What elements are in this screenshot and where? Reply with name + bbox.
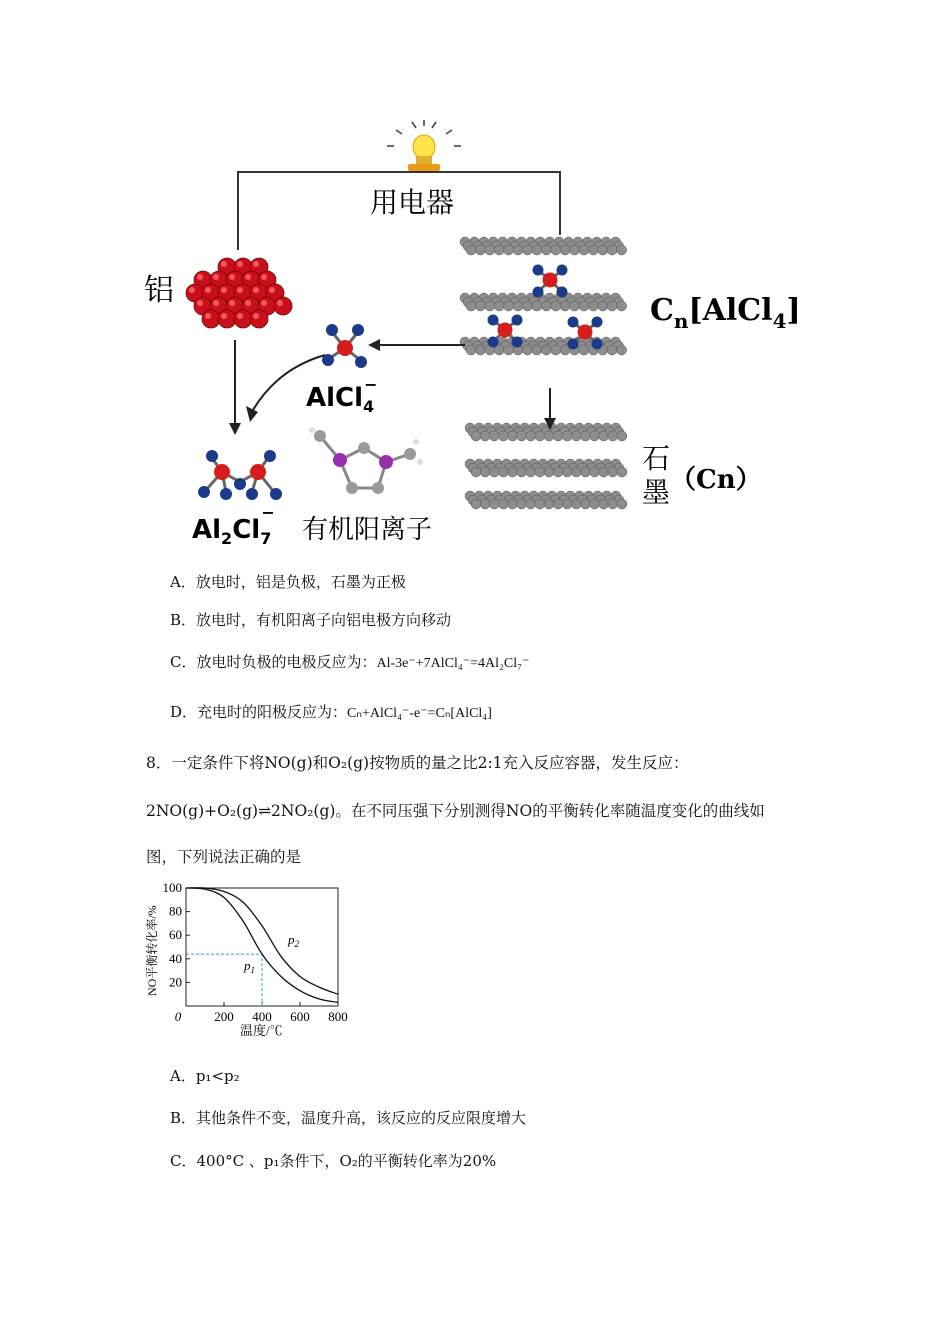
y-tick-label: 100 bbox=[162, 880, 182, 895]
carbon-atom bbox=[494, 301, 504, 311]
battery-diagram-svg bbox=[140, 120, 820, 550]
carbon-atom bbox=[544, 499, 554, 509]
carbon-atom bbox=[466, 245, 476, 255]
carbon-atom bbox=[535, 499, 545, 509]
carbon-atom bbox=[579, 301, 589, 311]
q7-option-d-formula: Cₙ+AlCl₄⁻-e⁻=Cₙ[AlCl₄] bbox=[347, 706, 492, 721]
carbon-atom bbox=[617, 301, 627, 311]
cl-atom bbox=[533, 265, 544, 276]
aluminum-label: 铝 bbox=[144, 273, 174, 308]
carbon-atom bbox=[541, 245, 551, 255]
chart-series bbox=[186, 888, 338, 1006]
al-atom bbox=[250, 310, 268, 328]
carbon-atom bbox=[535, 467, 545, 477]
carbon-atom bbox=[475, 345, 485, 355]
al2cl7-molecule bbox=[198, 450, 282, 500]
carbon-atom bbox=[617, 345, 627, 355]
carbon-atom bbox=[570, 301, 580, 311]
carbon-atom bbox=[588, 245, 598, 255]
x-tick-label: 200 bbox=[214, 1009, 234, 1024]
cl-atom bbox=[512, 315, 523, 326]
organic-cation-label: 有机阳离子 bbox=[302, 515, 433, 545]
y-tick-label: 40 bbox=[169, 950, 182, 966]
cnalcl4-label: $C_n[AlCl_4]$ bbox=[650, 293, 801, 333]
q7-option-c-prefix: C．放电时负极的电极反应为： bbox=[170, 653, 377, 671]
battery-diagram bbox=[140, 120, 820, 550]
carbon-atom bbox=[507, 499, 517, 509]
chart-svg bbox=[140, 878, 360, 1043]
carbon-atom bbox=[532, 245, 542, 255]
carbon-atom bbox=[560, 245, 570, 255]
carbon-atom bbox=[579, 345, 589, 355]
carbon-atom bbox=[480, 431, 490, 441]
aluminum-electrode bbox=[186, 258, 292, 328]
carbon-atom bbox=[504, 345, 514, 355]
carbon-atom bbox=[617, 245, 627, 255]
carbon-atom bbox=[562, 431, 572, 441]
carbon-atom bbox=[608, 467, 618, 477]
carbon-atom bbox=[551, 245, 561, 255]
carbon-atom bbox=[485, 245, 495, 255]
graphite-cn-label: （Cn） bbox=[670, 465, 762, 495]
x-tick-label: 400 bbox=[252, 1009, 272, 1024]
carbon-atom bbox=[475, 301, 485, 311]
carbon-atom bbox=[498, 499, 508, 509]
graphite-label-2: 墨 bbox=[642, 476, 671, 509]
chart-ticks bbox=[163, 880, 348, 1024]
al-atom bbox=[578, 325, 593, 340]
carbon-atom bbox=[504, 301, 514, 311]
al-atom bbox=[498, 323, 513, 338]
cl-atom bbox=[488, 337, 499, 348]
carbon-atom bbox=[522, 245, 532, 255]
carbon-atom bbox=[489, 431, 499, 441]
carbon-atom bbox=[471, 467, 481, 477]
device-label: 用电器 bbox=[370, 186, 455, 219]
carbon-atom bbox=[607, 301, 617, 311]
carbon-atom bbox=[599, 431, 609, 441]
carbon-atom bbox=[580, 431, 590, 441]
carbon-atom bbox=[489, 467, 499, 477]
carbon-atom bbox=[517, 499, 527, 509]
carbon-atom bbox=[590, 499, 600, 509]
carbon-atom bbox=[580, 499, 590, 509]
cl-atom bbox=[533, 287, 544, 298]
carbon-atom bbox=[579, 245, 589, 255]
carbon-atom bbox=[522, 345, 532, 355]
graphite-label-1: 石 bbox=[642, 442, 671, 475]
carbon-atom bbox=[494, 245, 504, 255]
carbon-atom bbox=[507, 431, 517, 441]
cl-atom bbox=[557, 265, 568, 276]
carbon-atom bbox=[598, 301, 608, 311]
carbon-atom bbox=[485, 301, 495, 311]
al2cl7-label: $Al_2Cl_7-$ bbox=[192, 503, 275, 548]
carbon-atom bbox=[517, 431, 527, 441]
q7-option-d bbox=[170, 702, 492, 724]
carbon-atom bbox=[571, 467, 581, 477]
x-tick-label: 0 bbox=[174, 1009, 182, 1024]
carbon-atom bbox=[507, 467, 517, 477]
series-label-p2: $p_2$ bbox=[288, 932, 299, 949]
carbon-atom bbox=[580, 467, 590, 477]
carbon-atom bbox=[588, 301, 598, 311]
carbon-atom bbox=[504, 245, 514, 255]
carbon-atom bbox=[599, 467, 609, 477]
carbon-atom bbox=[598, 245, 608, 255]
chart-xlabel: 温度/℃ bbox=[240, 1023, 283, 1038]
q7-option-a: A．放电时，铝是负极，石墨为正极 bbox=[170, 573, 406, 591]
cl-atom bbox=[488, 315, 499, 326]
al-atom bbox=[274, 297, 292, 315]
carbon-atom bbox=[541, 345, 551, 355]
al-atom bbox=[218, 310, 236, 328]
carbon-atom bbox=[590, 467, 600, 477]
carbon-atom bbox=[544, 431, 554, 441]
x-tick-label: 600 bbox=[290, 1009, 310, 1024]
y-tick-label: 80 bbox=[169, 903, 182, 919]
carbon-atom bbox=[571, 431, 581, 441]
carbon-atom bbox=[489, 499, 499, 509]
carbon-atom bbox=[517, 467, 527, 477]
no-conversion-chart bbox=[140, 878, 360, 1043]
carbon-atom bbox=[471, 431, 481, 441]
y-tick-label: 60 bbox=[169, 927, 182, 943]
q7-option-d-prefix: D．充电时的阳极反应为： bbox=[170, 703, 348, 721]
carbon-atom bbox=[471, 499, 481, 509]
al-atom bbox=[202, 310, 220, 328]
cl-atom bbox=[512, 337, 523, 348]
carbon-atom bbox=[608, 431, 618, 441]
q8-line-1: 8．一定条件下将NO(g)和O₂(g)按物质的量之比2:1充入反应容器，发生反应： bbox=[146, 754, 689, 772]
carbon-atom bbox=[526, 499, 536, 509]
al-atom bbox=[543, 273, 558, 288]
carbon-atom bbox=[498, 467, 508, 477]
carbon-atom bbox=[532, 301, 542, 311]
cl-atom bbox=[568, 317, 579, 328]
bulb-icon bbox=[387, 120, 461, 171]
carbon-atom bbox=[617, 467, 627, 477]
x-tick-label: 800 bbox=[328, 1009, 348, 1024]
cl-atom bbox=[568, 339, 579, 350]
cl-atom bbox=[592, 317, 603, 328]
q8-option-c: C．400°C 、p₁条件下，O₂的平衡转化率为20% bbox=[170, 1152, 497, 1170]
carbon-atom bbox=[617, 431, 627, 441]
organic-cation-molecule bbox=[309, 427, 423, 494]
carbon-atom bbox=[560, 301, 570, 311]
q8-option-a: A．p₁<p₂ bbox=[170, 1067, 240, 1085]
carbon-atom bbox=[480, 499, 490, 509]
carbon-atom bbox=[480, 467, 490, 477]
carbon-atom bbox=[607, 345, 617, 355]
carbon-atom bbox=[553, 431, 563, 441]
carbon-atom bbox=[553, 467, 563, 477]
carbon-atom bbox=[541, 301, 551, 311]
carbon-atom bbox=[617, 499, 627, 509]
carbon-atom bbox=[526, 467, 536, 477]
carbon-atom bbox=[553, 499, 563, 509]
y-tick-label: 20 bbox=[169, 974, 182, 990]
carbon-atom bbox=[544, 467, 554, 477]
carbon-atom bbox=[590, 431, 600, 441]
q8-line-3: 图，下列说法正确的是 bbox=[146, 848, 302, 866]
carbon-atom bbox=[526, 431, 536, 441]
carbon-atom bbox=[466, 345, 476, 355]
series-label-p1: $p_1$ bbox=[244, 958, 255, 975]
carbon-atom bbox=[551, 345, 561, 355]
q8-option-b: B．其他条件不变，温度升高，该反应的反应限度增大 bbox=[170, 1109, 527, 1127]
carbon-atom bbox=[599, 499, 609, 509]
graphite-intercalated bbox=[460, 237, 627, 355]
guide-line bbox=[186, 954, 262, 1006]
carbon-atom bbox=[498, 431, 508, 441]
al-atom bbox=[234, 310, 252, 328]
carbon-atom bbox=[513, 301, 523, 311]
carbon-atom bbox=[513, 245, 523, 255]
q7-option-b: B．放电时，有机阳离子向铝电极方向移动 bbox=[170, 611, 452, 629]
carbon-atom bbox=[551, 301, 561, 311]
cl-atom bbox=[557, 287, 568, 298]
carbon-atom bbox=[608, 499, 618, 509]
carbon-atom bbox=[562, 499, 572, 509]
carbon-atom bbox=[562, 467, 572, 477]
carbon-atom bbox=[535, 431, 545, 441]
carbon-atom bbox=[571, 499, 581, 509]
alcl4-label: AlCl$_4$− bbox=[306, 375, 378, 416]
alcl4-molecule bbox=[322, 324, 367, 368]
graphite-stack bbox=[465, 423, 627, 509]
carbon-atom bbox=[607, 245, 617, 255]
carbon-atom bbox=[570, 245, 580, 255]
q8-line-2: 2NO(g)+O₂(g)⇌2NO₂(g)。在不同压强下分别测得NO的平衡转化率随温度变化的曲线如 bbox=[146, 802, 765, 820]
cl-atom bbox=[592, 339, 603, 350]
carbon-atom bbox=[466, 301, 476, 311]
q7-option-c-formula: Al-3e⁻+7AlCl₄⁻=4Al₂Cl₇⁻ bbox=[376, 656, 530, 671]
carbon-atom bbox=[532, 345, 542, 355]
q7-option-c bbox=[170, 652, 529, 674]
carbon-atom bbox=[475, 245, 485, 255]
chart-ylabel: NO平衡转化率/% bbox=[145, 905, 159, 996]
carbon-atom bbox=[522, 301, 532, 311]
